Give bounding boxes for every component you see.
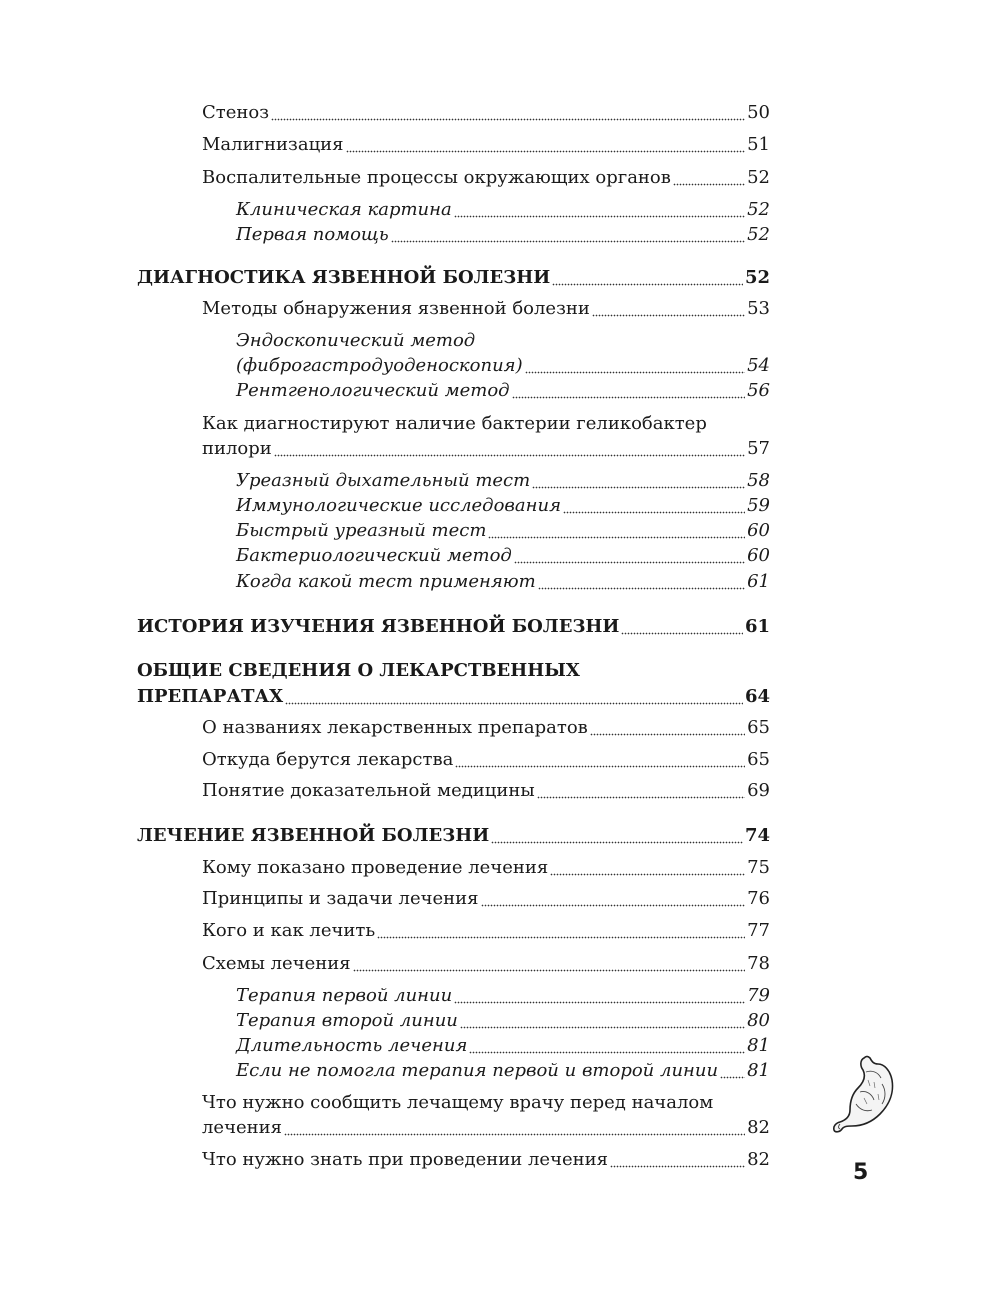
toc-entry-page: 69 [747, 780, 770, 801]
toc-entry-page: 61 [747, 571, 770, 592]
dot-leader [537, 795, 745, 799]
toc-entry-page: 79 [747, 985, 770, 1006]
toc-entry [202, 716, 770, 740]
dot-leader [454, 1000, 745, 1004]
toc-entry-page: 64 [744, 686, 770, 707]
toc-chapter [137, 824, 770, 848]
toc-entry [236, 494, 770, 518]
dot-leader [469, 1050, 745, 1054]
toc-entry-line1: Эндоскопический метод [236, 330, 476, 351]
toc-entry [202, 1148, 770, 1172]
toc-entry-page: 52 [747, 199, 770, 220]
toc-entry-page: 57 [747, 438, 770, 459]
toc-entry-title: Кого и как лечить [202, 920, 376, 941]
toc-entry-page: 78 [747, 953, 770, 974]
toc-chapter-title: ДИАГНОСТИКА ЯЗВЕННОЙ БОЛЕЗНИ [137, 267, 551, 288]
toc-entry-title: Понятие доказательной медицины [202, 780, 535, 801]
toc-entry-page: 60 [747, 545, 770, 566]
toc-entry-page: 54 [747, 355, 770, 376]
toc-entry-title: Малигнизация [202, 134, 344, 155]
toc-entry-page: 75 [747, 857, 770, 878]
dot-leader [488, 535, 745, 539]
toc-chapter-line1: ОБЩИЕ СВЕДЕНИЯ О ЛЕКАРСТВЕННЫХ [137, 660, 580, 681]
toc-entry-title: Методы обнаружения язвенной болезни [202, 298, 590, 319]
toc-entry [236, 379, 770, 403]
toc-entry-title: (фиброгастродуоденоскопия) [236, 355, 523, 376]
dot-leader [274, 453, 745, 457]
toc-entry-page: 56 [747, 380, 770, 401]
toc-chapter-title: ЛЕЧЕНИЕ ЯЗВЕННОЙ БОЛЕЗНИ [137, 825, 490, 846]
toc-entry-page: 76 [747, 888, 770, 909]
toc-entry-title: Терапия первой линии [236, 985, 453, 1006]
toc-entry-title: Клиническая картина [236, 199, 452, 220]
toc-entry-page: 82 [747, 1149, 770, 1170]
toc-entry-page: 65 [747, 749, 770, 770]
toc-entry [202, 101, 770, 125]
dot-leader [481, 903, 746, 907]
toc-entry-page: 59 [747, 495, 770, 516]
toc-entry-page: 81 [747, 1060, 770, 1081]
toc-entry-title: лечения [202, 1117, 282, 1138]
dot-leader [610, 1164, 745, 1168]
dot-leader [552, 282, 743, 286]
toc-entry [202, 748, 770, 772]
toc-entry-title: Принципы и задачи лечения [202, 888, 479, 909]
toc-entry [236, 1009, 770, 1033]
dot-leader [532, 485, 745, 489]
toc-chapter [137, 685, 770, 709]
toc-entry [202, 919, 770, 943]
dot-leader [377, 935, 745, 939]
toc-entry-page: 81 [747, 1035, 770, 1056]
toc-entry [236, 354, 770, 378]
dot-leader [512, 395, 745, 399]
toc-entry-line1: Как диагностируют наличие бактерии геликобактер [202, 413, 707, 434]
toc-entry-page: 65 [747, 717, 770, 738]
dot-leader [454, 214, 745, 218]
dot-leader [538, 586, 745, 590]
toc-entry-title: Когда какой тест применяют [236, 571, 536, 592]
toc-entry [236, 519, 770, 543]
toc-entry [236, 984, 770, 1008]
toc-entry-title: Если не помогла терапия первой и второй линии [236, 1060, 719, 1081]
toc-entry-title: Откуда берутся лекарства [202, 749, 454, 770]
dot-leader [621, 631, 742, 635]
toc-entry-line1: Что нужно сообщить лечащему врачу перед началом [202, 1092, 714, 1113]
dot-leader [563, 510, 745, 514]
toc-chapter-title: ПРЕПАРАТАХ [137, 686, 284, 707]
dot-leader [491, 840, 743, 844]
toc-entry-page: 58 [747, 470, 770, 491]
toc-entry-page: 61 [744, 616, 770, 637]
dot-leader [525, 370, 745, 374]
toc-entry-title: Схемы лечения [202, 953, 351, 974]
toc-entry [202, 133, 770, 157]
toc-entry-title: Что нужно знать при проведении лечения [202, 1149, 608, 1170]
toc-entry [202, 166, 770, 190]
toc-entry [202, 952, 770, 976]
toc-entry-title: Первая помощь [236, 224, 389, 245]
toc-entry-title: Рентгенологический метод [236, 380, 510, 401]
dot-leader [460, 1025, 745, 1029]
dot-leader [271, 117, 745, 121]
dot-leader [720, 1075, 745, 1079]
toc-entry-title: Терапия второй линии [236, 1010, 458, 1031]
toc-entry [202, 779, 770, 803]
dot-leader [455, 764, 745, 768]
toc-entry [236, 198, 770, 222]
dot-leader [514, 560, 745, 564]
toc-entry [236, 1034, 770, 1058]
stomach-icon [826, 1054, 898, 1134]
page-number: 5 [853, 1160, 869, 1185]
dot-leader [550, 872, 745, 876]
toc-chapter-title: ИСТОРИЯ ИЗУЧЕНИЯ ЯЗВЕННОЙ БОЛЕЗНИ [137, 616, 620, 637]
toc-entry-title: Иммунологические исследования [236, 495, 562, 516]
toc-entry [202, 856, 770, 880]
toc-entry-title: пилори [202, 438, 272, 459]
toc-entry-page: 50 [747, 102, 770, 123]
toc-entry-title: Воспалительные процессы окружающих органов [202, 167, 671, 188]
toc-entry-title: Бактериологический метод [236, 545, 512, 566]
toc-entry [202, 887, 770, 911]
toc-entry-title: Уреазный дыхательный тест [236, 470, 531, 491]
toc-entry-page: 53 [747, 298, 770, 319]
toc-entry-title: Быстрый уреазный тест [236, 520, 487, 541]
dot-leader [284, 1132, 745, 1136]
toc-entry [236, 544, 770, 568]
toc-entry-page: 51 [747, 134, 770, 155]
toc-chapter [137, 266, 770, 290]
toc-entry [236, 223, 770, 247]
toc-entry-page: 52 [747, 167, 770, 188]
toc-chapter [137, 615, 770, 639]
toc-entry-page: 52 [747, 224, 770, 245]
dot-leader [346, 149, 746, 153]
dot-leader [285, 701, 743, 705]
toc-entry [202, 1116, 770, 1140]
toc-entry-page: 52 [744, 267, 770, 288]
toc-entry [202, 437, 770, 461]
dot-leader [592, 313, 745, 317]
dot-leader [353, 968, 745, 972]
toc-entry-title: Длительность лечения [236, 1035, 468, 1056]
dot-leader [590, 732, 745, 736]
toc-entry [236, 469, 770, 493]
toc-entry-page: 60 [747, 520, 770, 541]
toc-entry-page: 82 [747, 1117, 770, 1138]
toc-entry-page: 74 [744, 825, 770, 846]
toc-entry-page: 77 [747, 920, 770, 941]
toc-entry [236, 570, 770, 594]
toc-entry [236, 1059, 770, 1083]
toc-entry-title: О названиях лекарственных препаратов [202, 717, 588, 738]
toc-entry-page: 80 [747, 1010, 770, 1031]
toc-entry-title: Стеноз [202, 102, 270, 123]
toc-entry-title: Кому показано проведение лечения [202, 857, 549, 878]
dot-leader [391, 239, 745, 243]
toc-entry [202, 297, 770, 321]
dot-leader [673, 182, 745, 186]
